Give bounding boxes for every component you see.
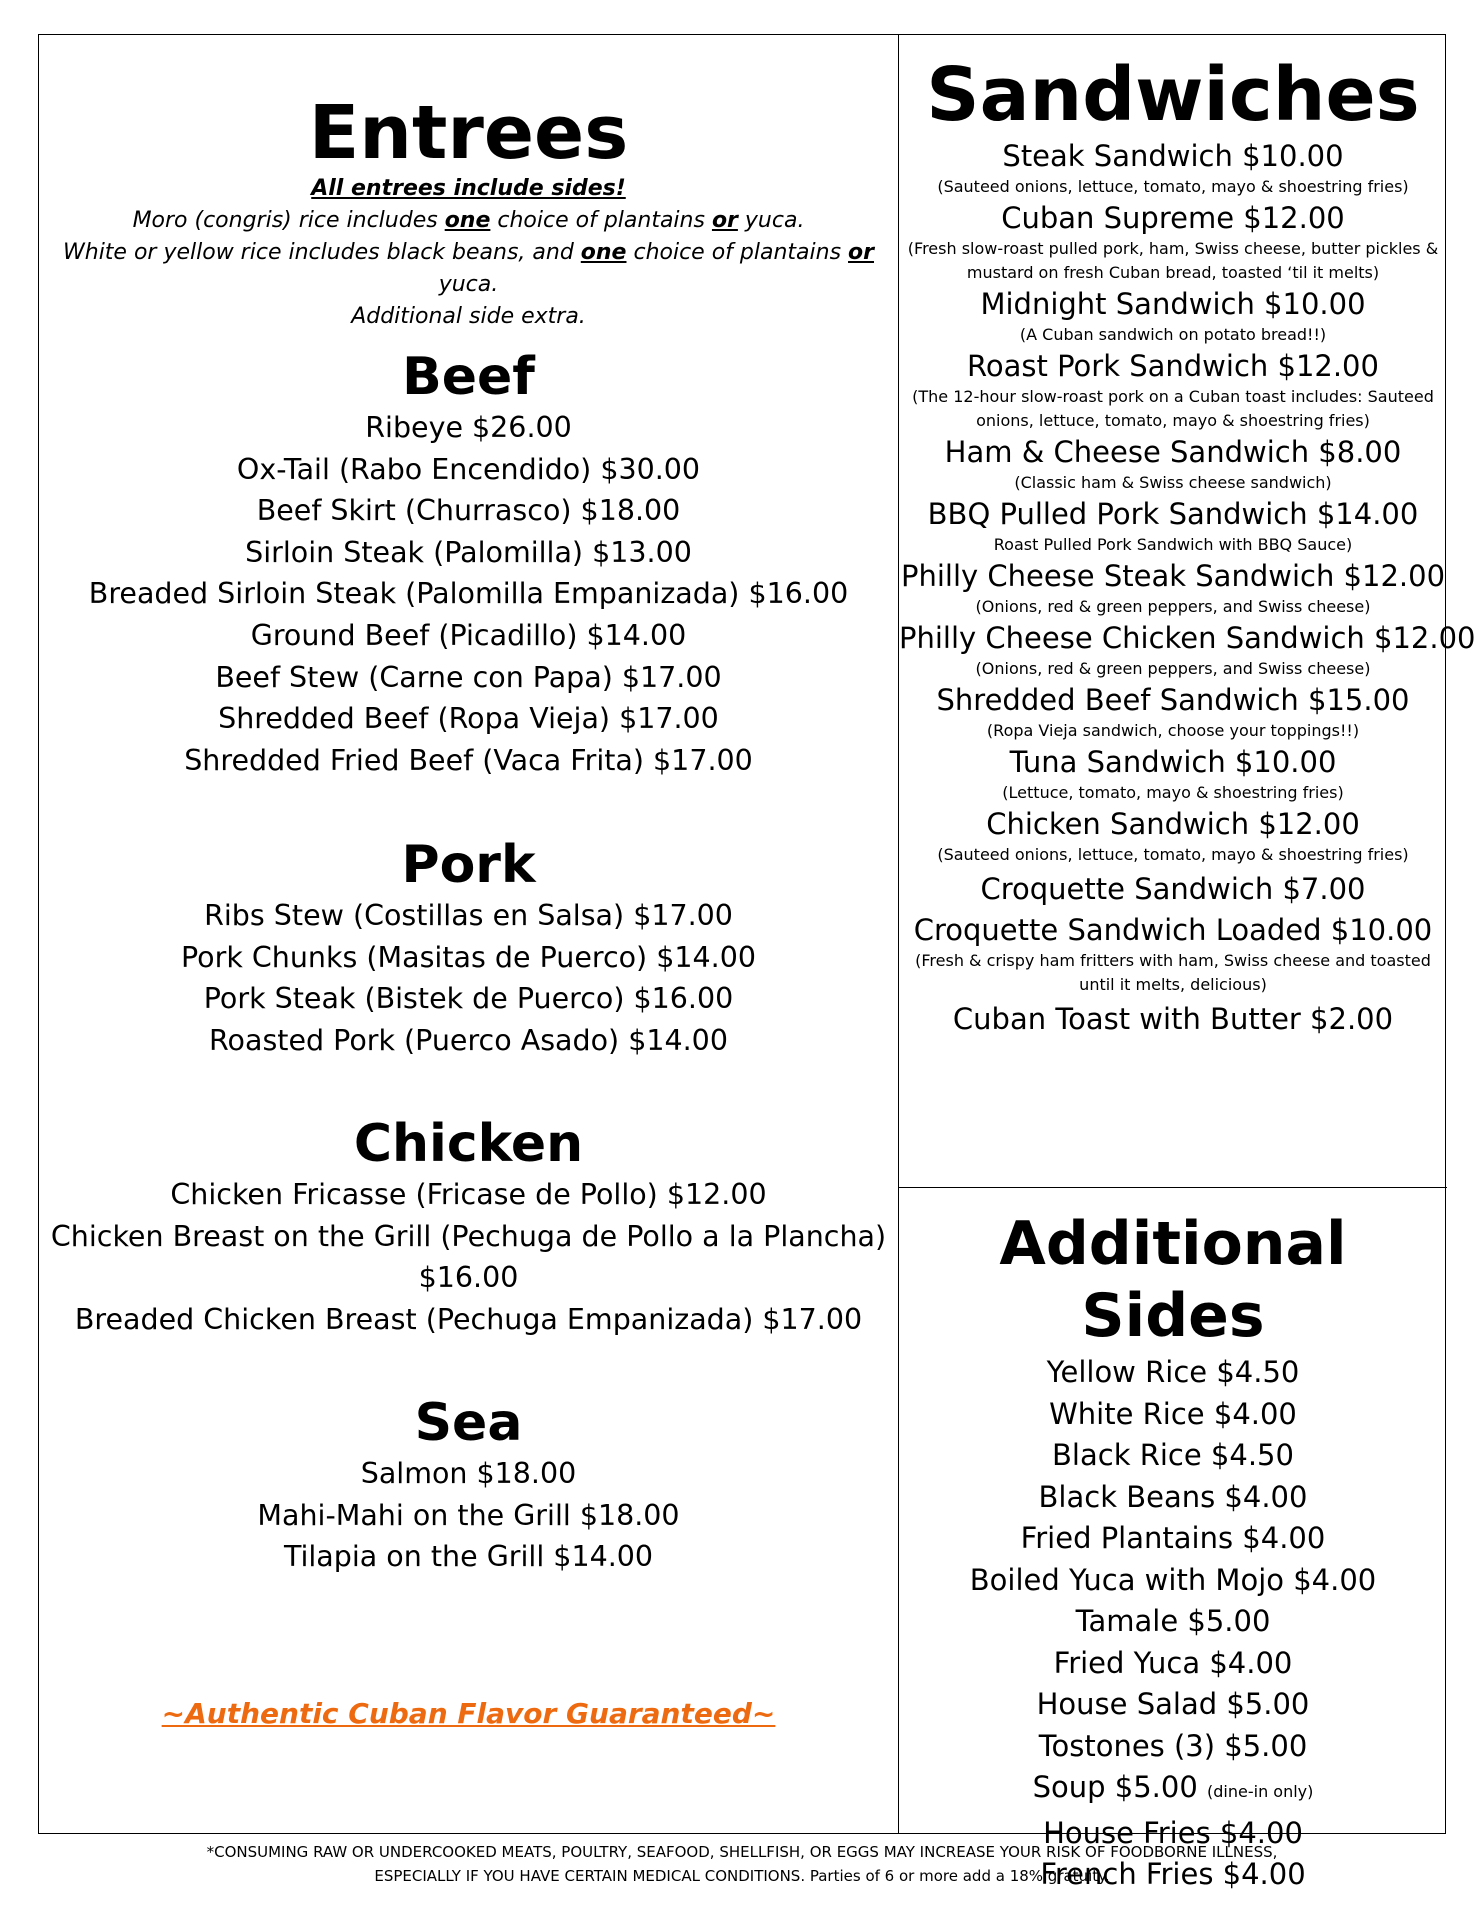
sea-title: Sea xyxy=(414,1393,523,1453)
list-item: $16.00 xyxy=(418,1261,519,1295)
list-item: Breaded Chicken Breast (Pechuga Empanizada) $17.00 xyxy=(74,1302,863,1336)
list-item: Tamale $5.00 xyxy=(1075,1604,1271,1638)
pork-list xyxy=(39,895,898,1061)
list-item: Roasted Pork (Puerco Asado) $14.00 xyxy=(209,1023,728,1057)
list-item: White Rice $4.00 xyxy=(1049,1396,1297,1431)
soup-note: (dine-in only) xyxy=(1207,1782,1314,1801)
sandwich-desc: (Sauteed onions, lettuce, tomato, mayo & shoestring fries) xyxy=(937,845,1409,864)
list-item: House Salad $5.00 xyxy=(1036,1687,1310,1721)
sandwich-name: Philly Cheese Chicken Sandwich $12.00 xyxy=(899,621,1476,655)
list-item: Ground Beef (Picadillo) $14.00 xyxy=(250,618,687,652)
sides-content xyxy=(899,1208,1447,1896)
sandwiches-content xyxy=(899,52,1476,1041)
beef-section xyxy=(39,347,898,781)
sandwich-desc: (Fresh & crispy ham fritters with ham, Swiss cheese and toasted xyxy=(915,951,1431,970)
entrees-note-line4: Additional side extra. xyxy=(351,304,586,329)
sandwich-item xyxy=(899,743,1447,805)
entrees-header xyxy=(39,90,898,333)
sandwich-name: Shredded Beef Sandwich $15.00 xyxy=(936,683,1410,717)
list-item: Tilapia on the Grill $14.00 xyxy=(283,1540,654,1574)
sandwich-name: Croquette Sandwich Loaded $10.00 xyxy=(913,913,1433,947)
list-item: Chicken Fricasse (Fricase de Pollo) $12.00 xyxy=(170,1178,767,1211)
disclaimer-footer xyxy=(38,1840,1446,1888)
sandwich-desc: (A Cuban sandwich on potato bread!!) xyxy=(1019,325,1327,344)
list-item: Salmon $18.00 xyxy=(360,1457,577,1490)
list-item: Shredded Beef (Ropa Vieja) $17.00 xyxy=(218,702,719,736)
entrees-title: Entrees xyxy=(308,90,629,176)
soup-name: Soup $5.00 xyxy=(1032,1770,1198,1804)
sandwich-name: Roast Pork Sandwich $12.00 xyxy=(967,349,1379,383)
sandwich-desc: (Fresh slow-roast pulled pork, ham, Swiss cheese, butter pickles & xyxy=(907,239,1439,258)
sandwich-desc: (Sauteed onions, lettuce, tomato, mayo & shoestring fries) xyxy=(937,177,1409,196)
sandwich-item xyxy=(899,137,1447,199)
sandwich-item xyxy=(899,347,1447,433)
sandwich-desc: (Onions, red & green peppers, and Swiss cheese) xyxy=(975,659,1371,678)
list-item: Yellow Rice $4.50 xyxy=(1046,1355,1300,1389)
chicken-title: Chicken xyxy=(353,1114,584,1174)
sandwich-item xyxy=(899,911,1447,997)
beef-list xyxy=(39,407,898,781)
list-item: Boiled Yuca with Mojo $4.00 xyxy=(969,1562,1377,1597)
sandwich-name: Midnight Sandwich $10.00 xyxy=(980,287,1366,321)
sides-title: Additional Sides xyxy=(999,1209,1347,1351)
sandwich-item xyxy=(899,681,1447,743)
sandwich-item xyxy=(899,495,1447,557)
sandwich-desc: Roast Pulled Pork Sandwich with BBQ Sauce) xyxy=(993,535,1353,554)
list-item: Fried Plantains $4.00 xyxy=(1020,1521,1326,1555)
pork-title: Pork xyxy=(401,835,536,895)
list-item: Beef Stew (Carne con Papa) $17.00 xyxy=(215,660,722,694)
beef-title: Beef xyxy=(402,347,535,407)
list-item: Pork Steak (Bistek de Puerco) $16.00 xyxy=(203,982,734,1016)
sea-list xyxy=(39,1453,898,1578)
entrees-note-headline: All entrees include sides! xyxy=(311,176,626,201)
list-item: French Fries $4.00 xyxy=(1040,1857,1306,1891)
sandwich-desc: until it melts, delicious) xyxy=(1079,975,1267,994)
list-item: Shredded Fried Beef (Vaca Frita) $17.00 xyxy=(184,743,753,777)
entrees-column xyxy=(39,35,899,1833)
sandwich-desc: (Ropa Vieja sandwich, choose your toppings!!) xyxy=(986,721,1360,740)
entrees-note-line2: Moro (congris) rice includes one choice of plantains or yuca. xyxy=(132,208,805,233)
sandwich-name: Ham & Cheese Sandwich $8.00 xyxy=(944,435,1402,469)
sea-section xyxy=(39,1393,898,1578)
disclaimer-line2: ESPECIALLY IF YOU HAVE CERTAIN MEDICAL CONDITIONS. Parties of 6 or more add a 18% gratuity. xyxy=(374,1867,1110,1885)
sandwich-item xyxy=(899,619,1476,681)
sandwich-desc: mustard on fresh Cuban bread, toasted ‘til it melts) xyxy=(966,263,1380,282)
sandwich-desc: onions, lettuce, tomato, mayo & shoestring fries) xyxy=(976,411,1370,430)
sandwich-name: Cuban Toast with Butter $2.00 xyxy=(952,1002,1394,1036)
list-item: Tostones (3) $5.00 xyxy=(1038,1728,1308,1763)
entrees-note-line3: White or yellow rice includes black beans, and one choice of plantains or yuca. xyxy=(63,240,874,297)
right-column xyxy=(899,35,1476,1891)
list-item xyxy=(899,1767,1447,1813)
sandwich-name: Cuban Supreme $12.00 xyxy=(1001,201,1345,235)
tagline xyxy=(39,1697,898,1730)
sandwich-name: Croquette Sandwich $7.00 xyxy=(980,872,1366,906)
entrees-note xyxy=(39,173,898,333)
sandwich-name: BBQ Pulled Pork Sandwich $14.00 xyxy=(927,497,1419,531)
tagline-text: ~Authentic Cuban Flavor Guaranteed~ xyxy=(161,1697,776,1730)
list-item: Ox-Tail (Rabo Encendido) $30.00 xyxy=(236,452,701,486)
list-item: Ribeye $26.00 xyxy=(365,411,572,444)
list-item: Fried Yuca $4.00 xyxy=(1053,1645,1293,1680)
sandwich-list xyxy=(899,137,1476,1041)
sandwiches-section xyxy=(899,35,1476,1188)
additional-sides-section xyxy=(899,1188,1447,1891)
chicken-section xyxy=(39,1114,898,1340)
sandwich-name: Tuna Sandwich $10.00 xyxy=(1009,745,1337,779)
sandwich-desc: (Classic ham & Swiss cheese sandwich) xyxy=(1014,473,1332,492)
disclaimer-line1: *CONSUMING RAW OR UNDERCOOKED MEATS, POULTRY, SEAFOOD, SHELLFISH, OR EGGS MAY INCREASE YOUR RISK OF FOODBORNE ILLNESS, xyxy=(206,1843,1278,1861)
sandwich-item xyxy=(899,433,1447,495)
list-item: Mahi-Mahi on the Grill $18.00 xyxy=(257,1498,680,1532)
sandwiches-title: Sandwiches xyxy=(926,52,1420,138)
pork-section xyxy=(39,835,898,1061)
list-item: Black Beans $4.00 xyxy=(1038,1479,1308,1514)
sandwich-item xyxy=(899,199,1447,285)
list-item: Sirloin Steak (Palomilla) $13.00 xyxy=(245,535,692,569)
sandwich-desc: (Onions, red & green peppers, and Swiss cheese) xyxy=(975,597,1371,616)
list-item: Breaded Sirloin Steak (Palomilla Empanizada) $16.00 xyxy=(88,577,849,611)
sides-list xyxy=(899,1352,1447,1896)
list-item: House Fries $4.00 xyxy=(1043,1815,1303,1850)
list-item: Ribs Stew (Costillas en Salsa) $17.00 xyxy=(204,899,733,932)
sandwich-desc: (The 12-hour slow-roast pork on a Cuban toast includes: Sauteed xyxy=(912,387,1434,406)
sandwich-item xyxy=(899,805,1447,867)
sandwich-item xyxy=(899,997,1447,1041)
list-item: Pork Chunks (Masitas de Puerco) $14.00 xyxy=(181,940,756,974)
sandwich-item xyxy=(899,557,1447,619)
sandwich-name: Steak Sandwich $10.00 xyxy=(1002,139,1344,173)
list-item: Black Rice $4.50 xyxy=(1052,1438,1294,1472)
sandwich-name: Chicken Sandwich $12.00 xyxy=(986,807,1360,841)
list-item: Beef Skirt (Churrasco) $18.00 xyxy=(256,494,681,528)
chicken-list xyxy=(39,1174,898,1340)
sandwich-name: Philly Cheese Steak Sandwich $12.00 xyxy=(900,559,1446,593)
sandwich-desc: (Lettuce, tomato, mayo & shoestring fries) xyxy=(1002,783,1344,802)
sandwich-item xyxy=(899,285,1447,347)
list-item: Chicken Breast on the Grill (Pechuga de Pollo a la Plancha) xyxy=(50,1219,887,1253)
sandwich-item xyxy=(899,867,1447,911)
